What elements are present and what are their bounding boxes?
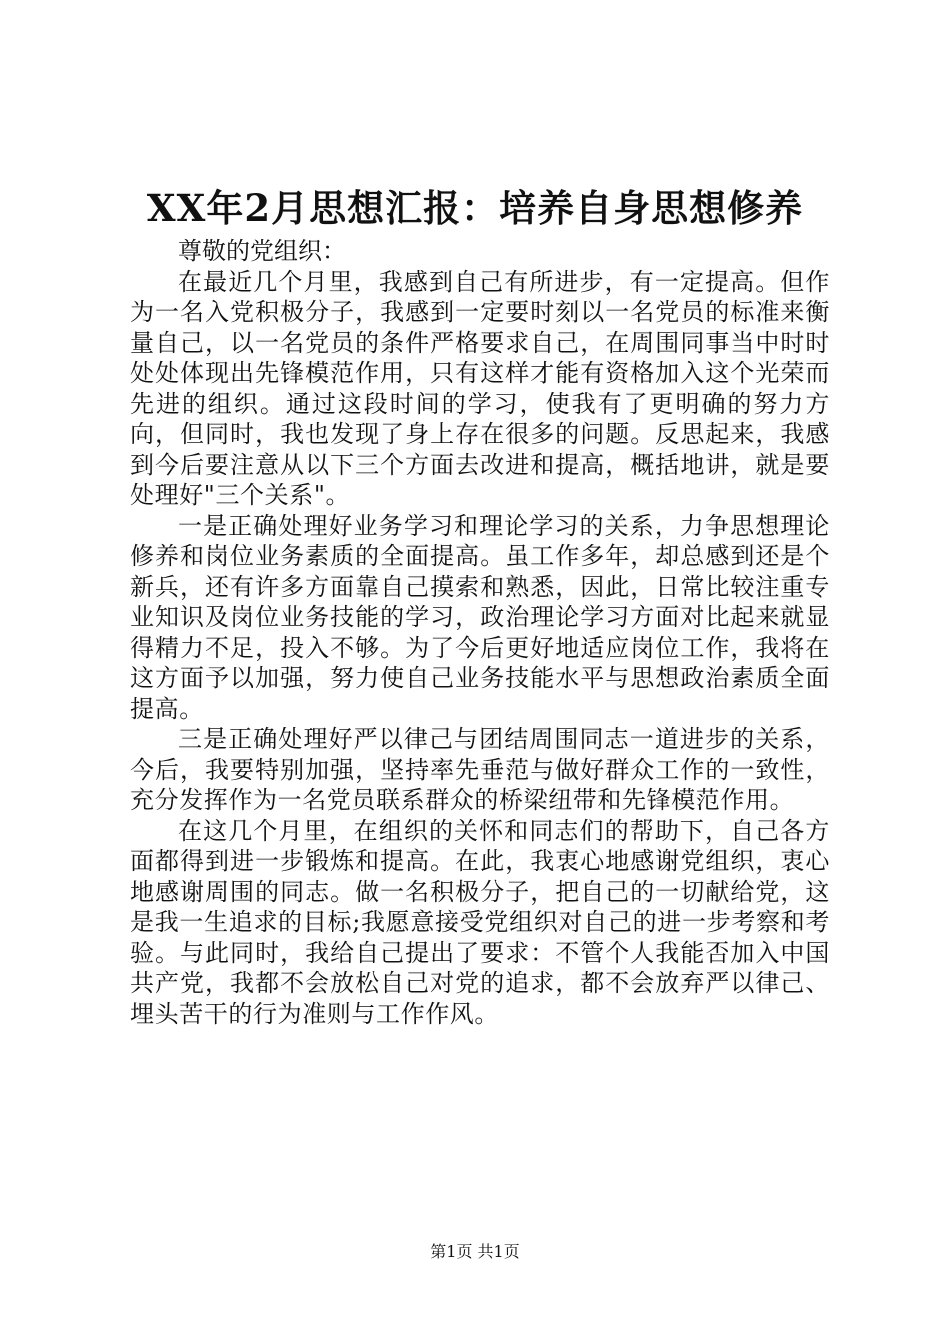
- document-title: XX年2月思想汇报：培养自身思想修养: [146, 186, 804, 230]
- paragraph-4: 在这几个月里，在组织的关怀和同志们的帮助下，自己各方面都得到进一步锻炼和提高。在此，我衷心地感谢党组织，衷心地感谢周围的同志。做一名积极分子，把自己的一切献给党，这是我一生追求的目标;我愿意接受党组织对自己的进一步考察和考验。与此同时，我给自己提出了要求：不管个人我能否加入中国共产党，我都不会放松自己对党的追求，都不会放弃严以律己、埋头苦干的行为准则与工作作风。: [130, 816, 830, 1028]
- page-footer: 第1页 共1页: [430, 1242, 520, 1261]
- document-body: [130, 236, 830, 1029]
- salutation: 尊敬的党组织：: [178, 237, 346, 265]
- paragraph-1: 在最近几个月里，我感到自己有所进步，有一定提高。但作为一名入党积极分子，我感到一定要时刻以一名党员的标准来衡量自己，以一名党员的条件严格要求自己，在周围同事当中时时处处体现出先锋模范作用，只有这样才能有资格加入这个光荣而先进的组织。通过这段时间的学习，使我有了更明确的努力方向，但同时，我也发现了身上存在很多的问题。反思起来，我感到今后要注意从以下三个方面去改进和提高，概括地讲，就是要处理好"三个关系"。: [130, 267, 830, 509]
- paragraph-2: 一是正确处理好业务学习和理论学习的关系，力争思想理论修养和岗位业务素质的全面提高。虽工作多年，却总感到还是个新兵，还有许多方面靠自己摸索和熟悉，因此，日常比较注重专业知识及岗位业务技能的学习，政治理论学习方面对比起来就显得精力不足，投入不够。为了今后更好地适应岗位工作，我将在这方面予以加强，努力使自己业务技能水平与思想政治素质全面提高。: [130, 511, 830, 723]
- paragraph-3: 三是正确处理好严以律己与团结周围同志一道进步的关系，今后，我要特别加强，坚持率先垂范与做好群众工作的一致性，充分发挥作为一名党员联系群众的桥梁纽带和先锋模范作用。: [130, 725, 830, 814]
